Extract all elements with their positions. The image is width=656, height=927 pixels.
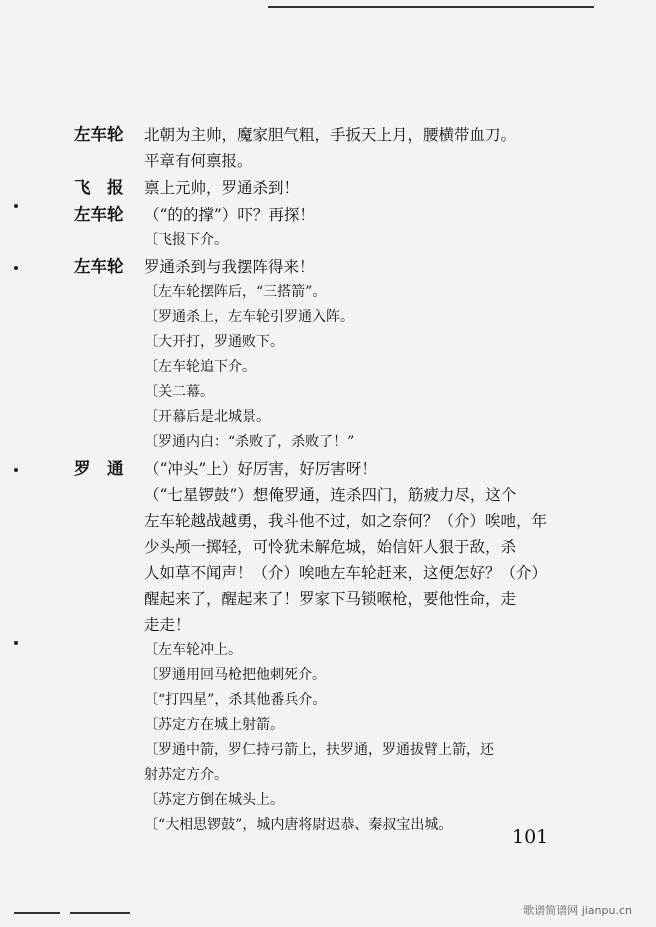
stage-direction <box>0 713 656 738</box>
stage-direction-text: 〔开幕后是北城景。 <box>144 409 270 425</box>
stage-direction-text: 〔罗通杀上，左车轮引罗通入阵。 <box>144 309 354 325</box>
stage-direction <box>0 738 656 788</box>
top-rule <box>268 6 594 8</box>
dialogue-text: （“七星锣鼓”）想俺罗通，连杀四门，筋疲力尽，这个 左车轮越战越勇，我斗他不过，如之奈何？（介）唉吔，年 少头颅一掷轻，可怜犹未解危城，始信奸人狠于敌，杀 人如草不闻声！（介）唉吔左车轮赶来，这便怎好？（介） 醒起来了，醒起来了！罗家下马锁喉枪，要他性命，走 走走！ <box>144 486 548 634</box>
stage-direction-text: 〔罗通内白：“杀败了，杀败了！” <box>144 434 355 450</box>
watermark: 歌谱简谱网 jianpu.cn <box>523 904 632 917</box>
dialogue-text: （“的的撑”）吓？再探！ <box>144 206 315 224</box>
stage-direction <box>0 430 656 455</box>
stage-direction-text: 〔罗通用回马枪把他刺死介。 <box>144 667 326 683</box>
script-body <box>0 122 656 838</box>
stage-direction <box>0 813 656 838</box>
speaker-name: 左车轮 <box>74 125 124 144</box>
stage-direction <box>0 663 656 688</box>
bottom-rule <box>14 912 60 914</box>
speaker-name: 飞 报 <box>74 178 124 197</box>
stage-direction <box>0 280 656 305</box>
stage-direction-text: 〔关二幕。 <box>144 384 214 400</box>
stage-direction-text: 〔左车轮摆阵后，“三搭箭”。 <box>144 284 327 300</box>
dialogue-text: 北朝为主帅，魔家胆气粗，手扳天上月，腰横带血刀。 平章有何禀报。 <box>144 126 517 170</box>
stage-direction-text: 〔罗通中箭，罗仁持弓箭上，扶罗通，罗通拔臂上箭，还 射苏定方介。 <box>144 742 494 783</box>
stage-direction <box>0 355 656 380</box>
stage-direction-text: 〔左车轮追下介。 <box>144 359 256 375</box>
speaker-name: 左车轮 <box>74 257 124 276</box>
dialogue-text: （“冲头”上）好厉害，好厉害呀！ <box>144 460 377 478</box>
stage-direction-text: 〔苏定方倒在城头上。 <box>144 792 284 808</box>
stage-direction-text: 〔苏定方在城上射箭。 <box>144 717 284 733</box>
stage-direction <box>0 330 656 355</box>
stage-direction-text: 〔大开打，罗通败下。 <box>144 334 284 350</box>
speaker-name: 罗 通 <box>74 459 124 478</box>
speech-line <box>0 122 656 174</box>
stage-direction <box>0 405 656 430</box>
speech-line <box>0 175 656 201</box>
stage-direction <box>0 688 656 713</box>
dialogue-text: 禀上元帅，罗通杀到！ <box>144 179 300 197</box>
speaker-name: 左车轮 <box>74 205 124 224</box>
speech-line <box>0 456 656 482</box>
speech-line <box>0 482 656 638</box>
stage-direction-text: 〔“打四星”，杀其他番兵介。 <box>144 692 327 708</box>
stage-direction <box>0 638 656 663</box>
speech-line <box>0 202 656 228</box>
stage-direction <box>0 305 656 330</box>
dialogue-text: 罗通杀到与我摆阵得来！ <box>144 258 315 276</box>
stage-direction-text: 〔左车轮冲上。 <box>144 642 242 658</box>
page-number: 101 <box>512 826 549 848</box>
stage-direction-text: 〔“大相思锣鼓”，城内唐将尉迟恭、秦叔宝出城。 <box>144 817 453 833</box>
stage-direction <box>0 228 656 253</box>
stage-direction-text: 〔飞报下介。 <box>144 232 228 248</box>
bottom-rule <box>70 912 130 914</box>
speech-line <box>0 254 656 280</box>
stage-direction <box>0 380 656 405</box>
stage-direction <box>0 788 656 813</box>
